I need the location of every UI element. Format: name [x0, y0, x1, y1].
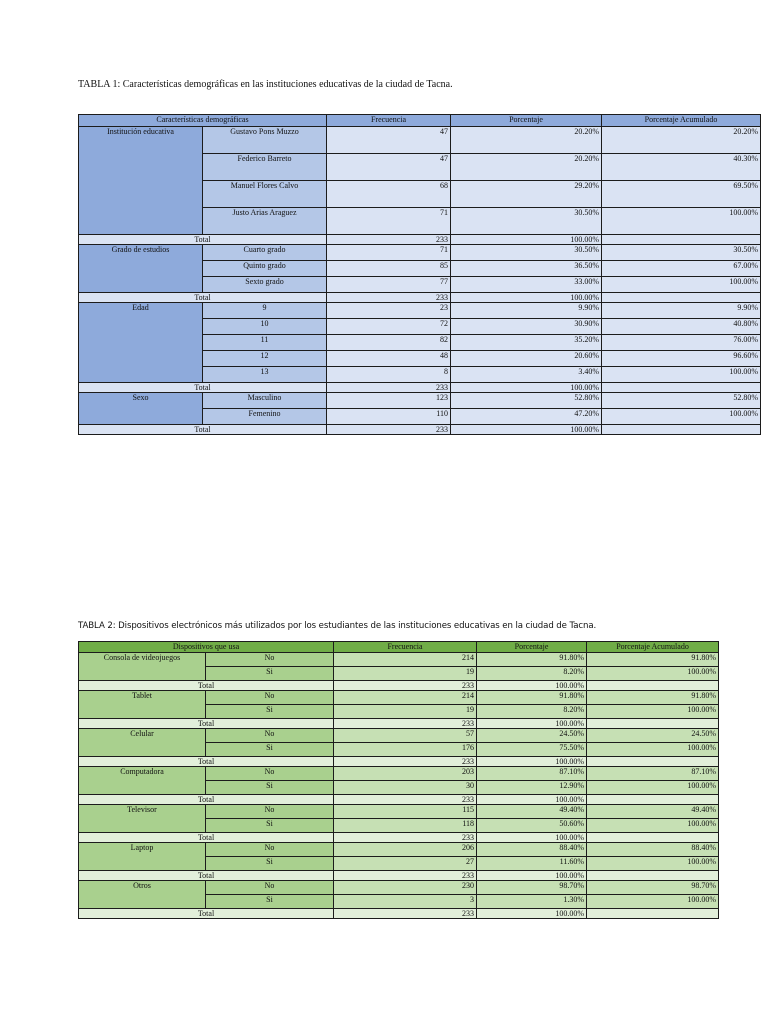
- total-percentage: 100.00%: [477, 795, 587, 805]
- row-label-cell: No: [206, 653, 334, 667]
- row-label-cell: Si: [206, 743, 334, 757]
- frequency-cell: 48: [327, 351, 451, 367]
- row-label-cell: No: [206, 805, 334, 819]
- cumulative-cell: 98.70%: [587, 881, 719, 895]
- percentage-cell: 91.80%: [477, 691, 587, 705]
- category-cell: Televisor: [79, 805, 206, 833]
- percentage-cell: 52.80%: [451, 393, 602, 409]
- total-label: Total: [79, 833, 334, 843]
- total-cumulative: [587, 909, 719, 919]
- cumulative-cell: 100.00%: [587, 743, 719, 757]
- total-frequency: 233: [334, 871, 477, 881]
- frequency-cell: 3: [334, 895, 477, 909]
- frequency-cell: 72: [327, 319, 451, 335]
- cumulative-cell: 67.00%: [602, 261, 761, 277]
- cumulative-cell: 91.80%: [587, 691, 719, 705]
- category-cell: Otros: [79, 881, 206, 909]
- percentage-cell: 50.60%: [477, 819, 587, 833]
- demographics-table: [78, 114, 761, 435]
- percentage-cell: 30.50%: [451, 245, 602, 261]
- total-percentage: 100.00%: [451, 293, 602, 303]
- cumulative-cell: 100.00%: [587, 819, 719, 833]
- header-frequency: Frecuencia: [327, 115, 451, 127]
- cumulative-cell: 87.10%: [587, 767, 719, 781]
- row-label-cell: Si: [206, 857, 334, 871]
- row-label-cell: No: [206, 843, 334, 857]
- percentage-cell: 29.20%: [451, 181, 602, 208]
- total-cumulative: [602, 235, 761, 245]
- percentage-cell: 12.90%: [477, 781, 587, 795]
- total-percentage: 100.00%: [477, 871, 587, 881]
- cumulative-cell: 100.00%: [587, 781, 719, 795]
- total-label: Total: [79, 235, 327, 245]
- frequency-cell: 77: [327, 277, 451, 293]
- cumulative-cell: 100.00%: [602, 277, 761, 293]
- percentage-cell: 20.20%: [451, 127, 602, 154]
- percentage-cell: 75.50%: [477, 743, 587, 757]
- cumulative-cell: 100.00%: [587, 667, 719, 681]
- total-cumulative: [587, 757, 719, 767]
- frequency-cell: 57: [334, 729, 477, 743]
- row-label-cell: Sexto grado: [203, 277, 327, 293]
- table-row: [79, 843, 719, 857]
- cumulative-cell: 30.50%: [602, 245, 761, 261]
- row-label-cell: Manuel Flores Calvo: [203, 181, 327, 208]
- total-frequency: 233: [327, 383, 451, 393]
- frequency-cell: 230: [334, 881, 477, 895]
- cumulative-cell: 91.80%: [587, 653, 719, 667]
- total-frequency: 233: [334, 795, 477, 805]
- cumulative-cell: 9.90%: [602, 303, 761, 319]
- percentage-cell: 8.20%: [477, 667, 587, 681]
- total-label: Total: [79, 383, 327, 393]
- total-label: Total: [79, 871, 334, 881]
- total-row: [79, 795, 719, 805]
- frequency-cell: 47: [327, 154, 451, 181]
- frequency-cell: 23: [327, 303, 451, 319]
- total-cumulative: [602, 425, 761, 435]
- total-cumulative: [587, 795, 719, 805]
- devices-table: [78, 641, 719, 919]
- percentage-cell: 88.40%: [477, 843, 587, 857]
- table-header-row: [79, 642, 719, 653]
- category-cell: Grado de estudios: [79, 245, 203, 293]
- row-label-cell: Cuarto grado: [203, 245, 327, 261]
- percentage-cell: 11.60%: [477, 857, 587, 871]
- row-label-cell: 13: [203, 367, 327, 383]
- percentage-cell: 35.20%: [451, 335, 602, 351]
- total-row: [79, 871, 719, 881]
- cumulative-cell: 20.20%: [602, 127, 761, 154]
- percentage-cell: 1.30%: [477, 895, 587, 909]
- frequency-cell: 8: [327, 367, 451, 383]
- percentage-cell: 30.50%: [451, 208, 602, 235]
- table-row: [79, 127, 761, 154]
- header-characteristics: Características demográficas: [79, 115, 327, 127]
- table-row: [79, 881, 719, 895]
- category-cell: Institución educativa: [79, 127, 203, 235]
- header-frequency: Frecuencia: [334, 642, 477, 653]
- cumulative-cell: 24.50%: [587, 729, 719, 743]
- total-percentage: 100.00%: [451, 235, 602, 245]
- total-percentage: 100.00%: [477, 757, 587, 767]
- frequency-cell: 203: [334, 767, 477, 781]
- cumulative-cell: 88.40%: [587, 843, 719, 857]
- percentage-cell: 91.80%: [477, 653, 587, 667]
- header-cumulative: Porcentaje Acumulado: [587, 642, 719, 653]
- cumulative-cell: 100.00%: [602, 208, 761, 235]
- header-devices: Dispositivos que usa: [79, 642, 334, 653]
- total-label: Total: [79, 719, 334, 729]
- table-row: [79, 393, 761, 409]
- row-label-cell: Masculino: [203, 393, 327, 409]
- row-label-cell: Federico Barreto: [203, 154, 327, 181]
- category-cell: Edad: [79, 303, 203, 383]
- cumulative-cell: 69.50%: [602, 181, 761, 208]
- total-label: Total: [79, 909, 334, 919]
- total-cumulative: [602, 293, 761, 303]
- row-label-cell: No: [206, 691, 334, 705]
- table-header-row: [79, 115, 761, 127]
- category-cell: Celular: [79, 729, 206, 757]
- total-cumulative: [602, 383, 761, 393]
- frequency-cell: 214: [334, 691, 477, 705]
- cumulative-cell: 49.40%: [587, 805, 719, 819]
- total-row: [79, 757, 719, 767]
- frequency-cell: 19: [334, 705, 477, 719]
- frequency-cell: 115: [334, 805, 477, 819]
- total-cumulative: [587, 681, 719, 691]
- cumulative-cell: 96.60%: [602, 351, 761, 367]
- table-row: [79, 805, 719, 819]
- total-label: Total: [79, 795, 334, 805]
- percentage-cell: 20.60%: [451, 351, 602, 367]
- total-cumulative: [587, 871, 719, 881]
- row-label-cell: Si: [206, 705, 334, 719]
- table1-caption: TABLA 1: Características demográficas en las instituciones educativas de la ciudad de Tacna.: [78, 79, 453, 90]
- row-label-cell: 11: [203, 335, 327, 351]
- table-row: [79, 303, 761, 319]
- category-cell: Laptop: [79, 843, 206, 871]
- cumulative-cell: 100.00%: [587, 857, 719, 871]
- cumulative-cell: 100.00%: [587, 705, 719, 719]
- percentage-cell: 8.20%: [477, 705, 587, 719]
- row-label-cell: No: [206, 767, 334, 781]
- total-frequency: 233: [334, 909, 477, 919]
- total-label: Total: [79, 681, 334, 691]
- total-percentage: 100.00%: [451, 425, 602, 435]
- total-percentage: 100.00%: [477, 681, 587, 691]
- frequency-cell: 68: [327, 181, 451, 208]
- total-percentage: 100.00%: [477, 719, 587, 729]
- total-percentage: 100.00%: [477, 909, 587, 919]
- percentage-cell: 49.40%: [477, 805, 587, 819]
- header-percentage: Porcentaje: [451, 115, 602, 127]
- total-percentage: 100.00%: [477, 833, 587, 843]
- row-label-cell: 10: [203, 319, 327, 335]
- category-cell: Tablet: [79, 691, 206, 719]
- row-label-cell: No: [206, 729, 334, 743]
- cumulative-cell: 40.30%: [602, 154, 761, 181]
- frequency-cell: 118: [334, 819, 477, 833]
- frequency-cell: 19: [334, 667, 477, 681]
- percentage-cell: 9.90%: [451, 303, 602, 319]
- cumulative-cell: 100.00%: [602, 409, 761, 425]
- total-frequency: 233: [327, 293, 451, 303]
- percentage-cell: 36.50%: [451, 261, 602, 277]
- row-label-cell: Si: [206, 895, 334, 909]
- frequency-cell: 71: [327, 245, 451, 261]
- cumulative-cell: 52.80%: [602, 393, 761, 409]
- table-row: [79, 729, 719, 743]
- frequency-cell: 82: [327, 335, 451, 351]
- row-label-cell: No: [206, 881, 334, 895]
- percentage-cell: 30.90%: [451, 319, 602, 335]
- total-row: [79, 235, 761, 245]
- frequency-cell: 214: [334, 653, 477, 667]
- cumulative-cell: 40.80%: [602, 319, 761, 335]
- table-row: [79, 767, 719, 781]
- total-frequency: 233: [327, 235, 451, 245]
- row-label-cell: 9: [203, 303, 327, 319]
- total-row: [79, 833, 719, 843]
- row-label-cell: Gustavo Pons Muzzo: [203, 127, 327, 154]
- header-cumulative: Porcentaje Acumulado: [602, 115, 761, 127]
- frequency-cell: 47: [327, 127, 451, 154]
- frequency-cell: 30: [334, 781, 477, 795]
- total-row: [79, 909, 719, 919]
- category-cell: Consola de videojuegos: [79, 653, 206, 681]
- percentage-cell: 20.20%: [451, 154, 602, 181]
- total-row: [79, 425, 761, 435]
- frequency-cell: 123: [327, 393, 451, 409]
- total-row: [79, 293, 761, 303]
- total-row: [79, 719, 719, 729]
- frequency-cell: 206: [334, 843, 477, 857]
- table2-caption: TABLA 2: Dispositivos electrónicos más utilizados por los estudiantes de las instituciones educativas en la ciudad de Tacna.: [78, 621, 597, 631]
- total-frequency: 233: [334, 757, 477, 767]
- row-label-cell: Si: [206, 781, 334, 795]
- frequency-cell: 110: [327, 409, 451, 425]
- total-row: [79, 681, 719, 691]
- table-row: [79, 245, 761, 261]
- percentage-cell: 98.70%: [477, 881, 587, 895]
- frequency-cell: 27: [334, 857, 477, 871]
- cumulative-cell: 100.00%: [602, 367, 761, 383]
- total-row: [79, 383, 761, 393]
- total-label: Total: [79, 293, 327, 303]
- total-frequency: 233: [334, 833, 477, 843]
- table-row: [79, 653, 719, 667]
- cumulative-cell: 76.00%: [602, 335, 761, 351]
- percentage-cell: 33.00%: [451, 277, 602, 293]
- total-cumulative: [587, 719, 719, 729]
- frequency-cell: 71: [327, 208, 451, 235]
- row-label-cell: Quinto grado: [203, 261, 327, 277]
- frequency-cell: 85: [327, 261, 451, 277]
- total-percentage: 100.00%: [451, 383, 602, 393]
- table-row: [79, 691, 719, 705]
- percentage-cell: 24.50%: [477, 729, 587, 743]
- row-label-cell: Justo Arias Araguez: [203, 208, 327, 235]
- header-percentage: Porcentaje: [477, 642, 587, 653]
- row-label-cell: Si: [206, 819, 334, 833]
- cumulative-cell: 100.00%: [587, 895, 719, 909]
- total-cumulative: [587, 833, 719, 843]
- total-frequency: 233: [334, 719, 477, 729]
- total-label: Total: [79, 757, 334, 767]
- row-label-cell: Femenino: [203, 409, 327, 425]
- percentage-cell: 47.20%: [451, 409, 602, 425]
- total-label: Total: [79, 425, 327, 435]
- row-label-cell: Si: [206, 667, 334, 681]
- category-cell: Computadora: [79, 767, 206, 795]
- total-frequency: 233: [334, 681, 477, 691]
- row-label-cell: 12: [203, 351, 327, 367]
- category-cell: Sexo: [79, 393, 203, 425]
- percentage-cell: 3.40%: [451, 367, 602, 383]
- total-frequency: 233: [327, 425, 451, 435]
- percentage-cell: 87.10%: [477, 767, 587, 781]
- frequency-cell: 176: [334, 743, 477, 757]
